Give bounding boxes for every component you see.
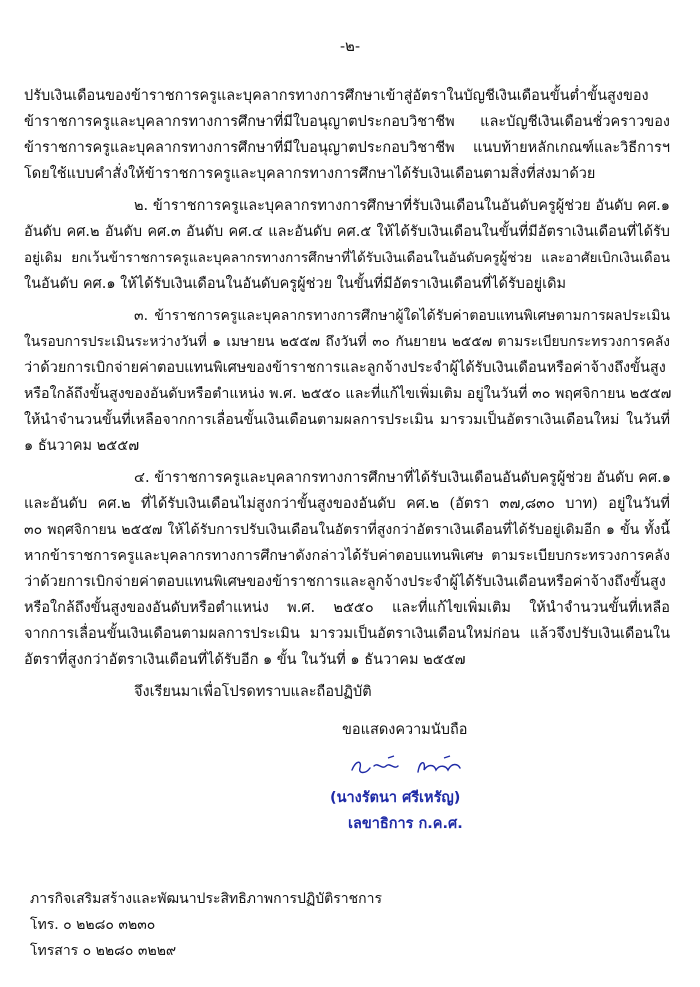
clause-4-line: หรือใกล้ถึงขั้นสูงของอันดับหรือตำแหน่ง พ.ศ. ๒๕๕๐ และที่แก้ไขเพิ่มเติม ให้นำจำนวนขั้นที่เหลือ xyxy=(24,600,670,616)
clause-2-line: ในอันดับ คศ.๑ ให้ได้รับเงินเดือนในอันดับครูผู้ช่วย ในขั้นที่มีอัตราเงินเดือนที่ได้รับอยู่เดิม xyxy=(24,276,567,292)
clause-3-line: ในรอบการประเมินระหว่างวันที่ ๑ เมษายน ๒๕๕๗ ถึงวันที่ ๓๐ กันยายน ๒๕๕๗ ตามระเบียบกระทรวงการคลัง xyxy=(24,334,670,350)
paragraph-continuation-line: ข้าราชการครูและบุคลากรทางการศึกษาที่มีใบอนุญาตประกอบวิชาชีพ และบัญชีเงินเดือนชั่วคราวของ xyxy=(24,114,670,130)
regards-text: ขอแสดงความนับถือ xyxy=(342,722,468,738)
clause-4-line: ๓๐ พฤศจิกายน ๒๕๕๗ ให้ได้รับการปรับเงินเดือนในอัตราที่สูงกว่าอัตราเงินเดือนที่ได้รับอยู่เดิมอีก ๑ ขั้น ทั้งนี้ xyxy=(24,522,670,538)
handwritten-signature xyxy=(348,752,468,780)
closing-sentence: จึงเรียนมาเพื่อโปรดทราบและถือปฏิบัติ xyxy=(134,684,372,700)
clause-3-line: ให้นำจำนวนขั้นที่เหลือจากการเลื่อนขั้นเงินเดือนตามผลการประเมิน มารวมเป็นอัตราเงินเดือนใหม่ ในวันที่ xyxy=(24,412,670,428)
footer-phone: โทร. ๐ ๒๒๘๐ ๓๒๓๐ xyxy=(30,917,156,933)
signer-title: เลขาธิการ ก.ค.ศ. xyxy=(348,816,463,832)
clause-4-line: ๔. ข้าราชการครูและบุคลากรทางการศึกษาที่ได้รับเงินเดือนอันดับครูผู้ช่วย อันดับ คศ.๑ xyxy=(134,470,671,486)
clause-4-line: และอันดับ คศ.๒ ที่ได้รับเงินเดือนไม่สูงกว่าขั้นสูงของอันดับ คศ.๒ (อัตรา ๓๗,๘๓๐ บาท) อยู่ในวันที่ xyxy=(24,496,670,512)
clause-4-line: ว่าด้วยการเบิกจ่ายค่าตอบแทนพิเศษของข้าราชการและลูกจ้างประจำผู้ได้รับเงินเดือนหรือค่าจ้างถึงขั้นสูง xyxy=(24,574,666,590)
signer-name: (นางรัตนา ศรีเหรัญ) xyxy=(330,790,461,806)
page-number: -๒- xyxy=(339,37,361,55)
footer-office: ภารกิจเสริมสร้างและพัฒนาประสิทธิภาพการปฏิบัติราชการ xyxy=(30,891,382,907)
clause-4-line: อัตราที่สูงกว่าอัตราเงินเดือนที่ได้รับอีก ๑ ขั้น ในวันที่ ๑ ธันวาคม ๒๕๕๗ xyxy=(24,652,466,668)
clause-3-line: ว่าด้วยการเบิกจ่ายค่าตอบแทนพิเศษของข้าราชการและลูกจ้างประจำผู้ได้รับเงินเดือนหรือค่าจ้างถึงขั้นสูง xyxy=(24,360,666,376)
paragraph-continuation-line: ข้าราชการครูและบุคลากรทางการศึกษาที่มีใบอนุญาตประกอบวิชาชีพ แนบท้ายหลักเกณฑ์และวิธีการฯ xyxy=(24,140,670,156)
clause-4-line: หากข้าราชการครูและบุคลากรทางการศึกษาดังกล่าวได้รับค่าตอบแทนพิเศษ ตามระเบียบกระทรวงการคลัง xyxy=(24,548,670,564)
paragraph-continuation-line: โดยใช้แบบคำสั่งให้ข้าราชการครูและบุคลากรทางการศึกษาได้รับเงินเดือนตามสิ่งที่ส่งมาด้วย xyxy=(24,166,596,182)
clause-2-line: อันดับ คศ.๒ อันดับ คศ.๓ อันดับ คศ.๔ และอันดับ คศ.๕ ให้ได้รับเงินเดือนในขั้นที่มีอัตราเงินเดือนที่ได้รับ xyxy=(24,224,670,240)
clause-2-line: อยู่เดิม ยกเว้นข้าราชการครูและบุคลากรทางการศึกษาที่ได้รับเงินเดือนในอันดับครูผู้ช่วย และอาศัยเบิกเงินเดือน xyxy=(24,250,670,266)
clause-2-line: ๒. ข้าราชการครูและบุคลากรทางการศึกษาที่รับเงินเดือนในอันดับครูผู้ช่วย อันดับ คศ.๑ xyxy=(134,198,670,214)
clause-3-line: ๓. ข้าราชการครูและบุคลากรทางการศึกษาผู้ใดได้รับค่าตอบแทนพิเศษตามการผลประเมิน xyxy=(134,308,670,324)
clause-4-line: จากการเลื่อนขั้นเงินเดือนตามผลการประเมิน มารวมเป็นอัตราเงินเดือนใหม่ก่อน แล้วจึงปรับเงินเดือนใน xyxy=(24,626,670,642)
footer-fax: โทรสาร ๐ ๒๒๘๐ ๓๒๒๙ xyxy=(30,943,177,959)
clause-3-line: หรือใกล้ถึงขั้นสูงของอันดับหรือตำแหน่ง พ.ศ. ๒๕๕๐ และที่แก้ไขเพิ่มเติม อยู่ในวันที่ ๓๐ พฤศจิกายน ๒๕๕๗ xyxy=(24,386,672,402)
paragraph-continuation-line: ปรับเงินเดือนของข้าราชการครูและบุคลากรทางการศึกษาเข้าสู่อัตราในบัญชีเงินเดือนขั้นต่ำขั้นสูงของ xyxy=(24,88,649,104)
clause-3-line: ๑ ธันวาคม ๒๕๕๗ xyxy=(24,438,140,454)
